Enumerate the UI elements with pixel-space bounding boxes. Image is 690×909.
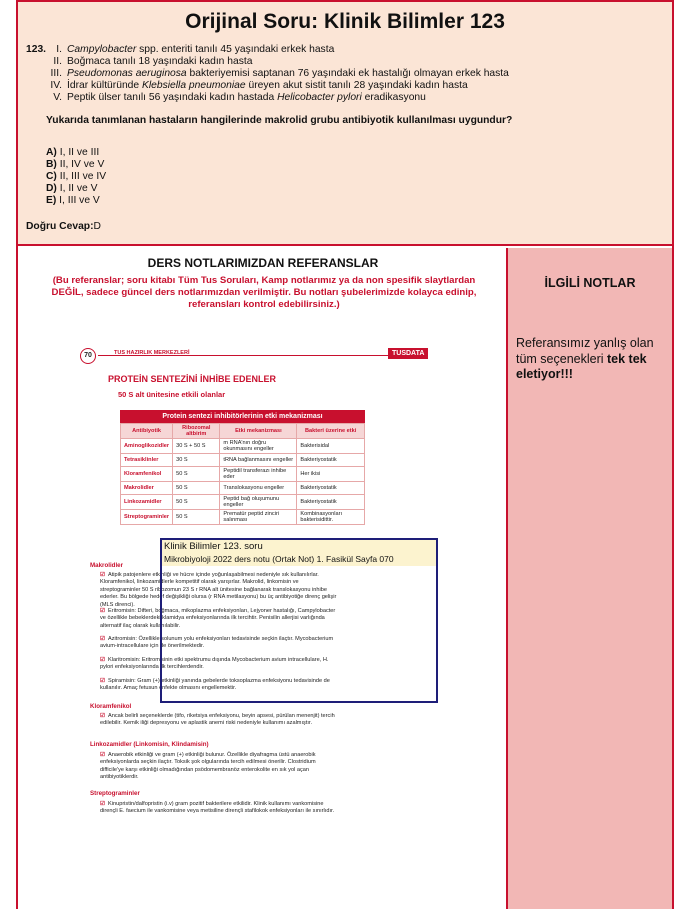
book-header: TUS HAZIRLIK MERKEZLERİ [114, 350, 190, 356]
table-cell: tRNA bağlanmasını engeller [220, 454, 297, 467]
book-subsection: 50 S alt ünitesine etkili olanlar [118, 390, 226, 399]
table-cell: m RNA'nın doğru okunmasını engeller [220, 439, 297, 454]
question-item: İdrar kültüründe Klebsiella pneumoniae üreyen akut sistit tanılı 28 yaşındaki kadın hasta [67, 80, 468, 91]
table-row [121, 510, 365, 525]
kloramfenikol-heading: Kloramfenikol [90, 703, 132, 710]
question-panel [18, 2, 672, 246]
related-notes-heading: İLGİLİ NOTLAR [544, 276, 636, 290]
references-subtitle: (Bu referanslar; soru kitabı Tüm Tus Soruları, Kamp notlarımız ya da non spesifik slaytlardan DEĞİL, sadece güncel ders notlarımızdan verilmiştir. Bu notları şubelerimizde kolayca edinip, referansları kontrol edebilirsiniz.) [51, 275, 477, 310]
table-row [121, 482, 365, 495]
table-cell: Bakterisidal [297, 439, 365, 454]
book-page-number: 70 [80, 348, 96, 364]
question-item-roman: I. [56, 44, 62, 55]
question-item: Campylobacter spp. enteriti tanılı 45 yaşındaki erkek hasta [67, 44, 335, 55]
table-title: Protein sentezi inhibitörlerinin etki mekanizması [120, 410, 365, 423]
book-bullet: ☑ Eritromisin: Difteri, boğmaca, mikoplazma enfeksiyonları, Lejyoner hastalığı, Campylobacter ve özellikle bebeklerdeki klamidya enfeksiyonlarında ilk tercihtir. Penisilin allerjisi varlığında alternatif ilaç olarak kullanılabilir. [100, 608, 336, 629]
correct-answer: Doğru Cevap:D [26, 221, 101, 232]
book-bullet: ☑ Kinupristin/dalfopristin (i.v) gram pozitif bakterilere etkilidir. Klinik kullanımı vankomisine dirençli E. faecium ile vankomisine veya metisiline dirençli stafilokok enfeksiyonları ile sınırlıdır. [100, 801, 335, 815]
makrolid-heading: Makrolidler [90, 562, 124, 569]
option-c[interactable]: C) II, III ve IV [46, 171, 107, 182]
table-cell: Prematür peptid zinciri salınması [220, 510, 297, 525]
book-bullet: ☑ Atipik patojenlere etkinliği ve hücre içinde yoğunlaşabilmesi nedeniyle sık kullanılırlar. Kloramfenikol, linkozamidlerle kompetitif olarak yarışırlar. Makrolid, linkomisin ve streptograminler 50 S ribozomun 23 S r RNA alt ünitesine bağlanarak translokasyonu inhibe ederler. Bu bölgede hedef değişikliği olursa (r RNA metilasyonu) bu üç antibiyotiğe direnç gelişir (MLS direnci). [100, 572, 337, 608]
question-item-roman: IV. [50, 80, 62, 91]
related-notes-body: Referansımız yanlış olan tüm seçenekleri tek tek eletiyor!!! [516, 336, 654, 381]
question-item-roman: V. [53, 92, 62, 103]
source-annotation-detail: Mikrobiyoloji 2022 ders notu (Ortak Not) 1. Fasikül Sayfa 070 [164, 554, 394, 564]
book-bullet: ☑ Klaritromisin: Eritromisinin etki spektrumu dışında Mycobacterium avium intracellulare, H. pylori enfeksiyonlarında ilk tercihlerdendir. [100, 657, 329, 671]
table-cell: 50 S [173, 510, 220, 525]
table-cell: 50 S [173, 467, 220, 482]
question-item: Pseudomonas aeruginosa bakteriyemisi saptanan 76 yaşındaki ek hastalığı olmayan erkek hasta [67, 68, 509, 79]
table-cell: Streptograminler [121, 510, 173, 525]
table-cell: 30 S [173, 454, 220, 467]
option-d[interactable]: D) I, II ve V [46, 183, 98, 194]
table-cell: Kombinasyonları bakterisidittir. [297, 510, 365, 525]
book-bullet: ☑ Spiramisin: Gram (+) etkinliği yanında gebelerde toksoplazma enfeksiyonu tedavisinde de kullanılır. Amaç fetusun enfekte olmasını engellemektir. [100, 678, 330, 692]
table-row [121, 467, 365, 482]
page-title: Orijinal Soru: Klinik Bilimler 123 [185, 10, 505, 33]
table-cell: 30 S + 50 S [173, 439, 220, 454]
table-row [121, 454, 365, 467]
table-header: Ribozomal altbirim [173, 424, 220, 439]
references-panel [18, 248, 508, 909]
table-cell: Aminoglikozidler [121, 439, 173, 454]
mechanism-table [120, 423, 365, 525]
table-cell: Bakteriyostatik [297, 482, 365, 495]
table-cell: 50 S [173, 482, 220, 495]
brand-logo: TUSDATA [388, 348, 428, 359]
table-row [121, 439, 365, 454]
book-section-title: PROTEİN SENTEZİNİ İNHİBE EDENLER [108, 374, 277, 384]
question-item-roman: III. [50, 68, 62, 79]
book-bullet: ☑ Azitromisin: Özellikle solunum yolu enfeksiyonları tedavisinde seçkin ilaçtır. Mycobacterium avium-intracellulare için de önerilmektedir. [100, 636, 334, 650]
table-cell: Her ikisi [297, 467, 365, 482]
table-cell: Peptidil transferazı inhibe eder [220, 467, 297, 482]
book-bullet: ☑ Anaerobik etkinliği ve gram (+) etkinliği bulunur. Özellikle diyafragma üstü anaerobik enfeksiyonlarda seçkin ilaçtır. Toksik şok olgularında tercih edilmesi önerilir. Clostridium difficile'ye karşı etkinliği olmadığından psödomembranöz enterokolite en sık yol açan antibiyotiklerdir. [100, 752, 316, 781]
source-annotation-label [162, 540, 436, 566]
book-bullet: ☑ Ancak belirli seçeneklerde (tifo, riketsiya enfeksiyonu, beyin apsesi, pürülan menenjit) tercih edilebilir. Kemik iliği depresyonu ve aplastik anemi riski nedeniyle kullanımı azalmıştır. [100, 713, 335, 727]
table-cell: Tetrasiklinler [121, 454, 173, 467]
table-cell: Makrolidler [121, 482, 173, 495]
question-item: Peptik ülser tanılı 56 yaşındaki kadın hastada Helicobacter pylori eradikasyonu [67, 92, 426, 103]
references-heading: DERS NOTLARIMIZDAN REFERANSLAR [147, 256, 379, 270]
question-item: Boğmaca tanılı 18 yaşındaki kadın hasta [67, 56, 253, 67]
source-annotation-box [160, 538, 438, 703]
table-cell: 50 S [173, 495, 220, 510]
streptogramin-heading: Streptograminler [90, 790, 140, 797]
related-notes-panel [508, 248, 672, 909]
table-cell: Peptid bağ oluşumunu engeller [220, 495, 297, 510]
table-cell: Translokasyonu engeller [220, 482, 297, 495]
question-stem: Yukarıda tanımlanan hastaların hangilerinde makrolid grubu antibiyotik kullanılması uygundur? [46, 115, 513, 126]
option-e[interactable]: E) I, III ve V [46, 195, 100, 206]
mechanism-table-wrap [120, 410, 365, 525]
page-frame [16, 0, 674, 909]
option-a[interactable]: A) I, II ve III [46, 147, 100, 158]
source-annotation-title: Klinik Bilimler 123. soru [164, 541, 263, 552]
table-cell: Bakteriyostatik [297, 495, 365, 510]
table-row [121, 495, 365, 510]
table-header: Antibiyotik [121, 424, 173, 439]
option-b[interactable]: B) II, IV ve V [46, 159, 105, 170]
question-number: 123. [26, 44, 47, 55]
table-cell: Kloramfenikol [121, 467, 173, 482]
table-cell: Linkozamidler [121, 495, 173, 510]
linkozamid-heading: Linkozamidler (Linkomisin, Klindamisin) [90, 741, 209, 748]
table-header-row [121, 424, 365, 439]
table-header: Etki mekanizması [220, 424, 297, 439]
question-item-roman: II. [53, 56, 62, 67]
table-cell: Bakteriyostatik [297, 454, 365, 467]
table-header: Bakteri üzerine etki [297, 424, 365, 439]
